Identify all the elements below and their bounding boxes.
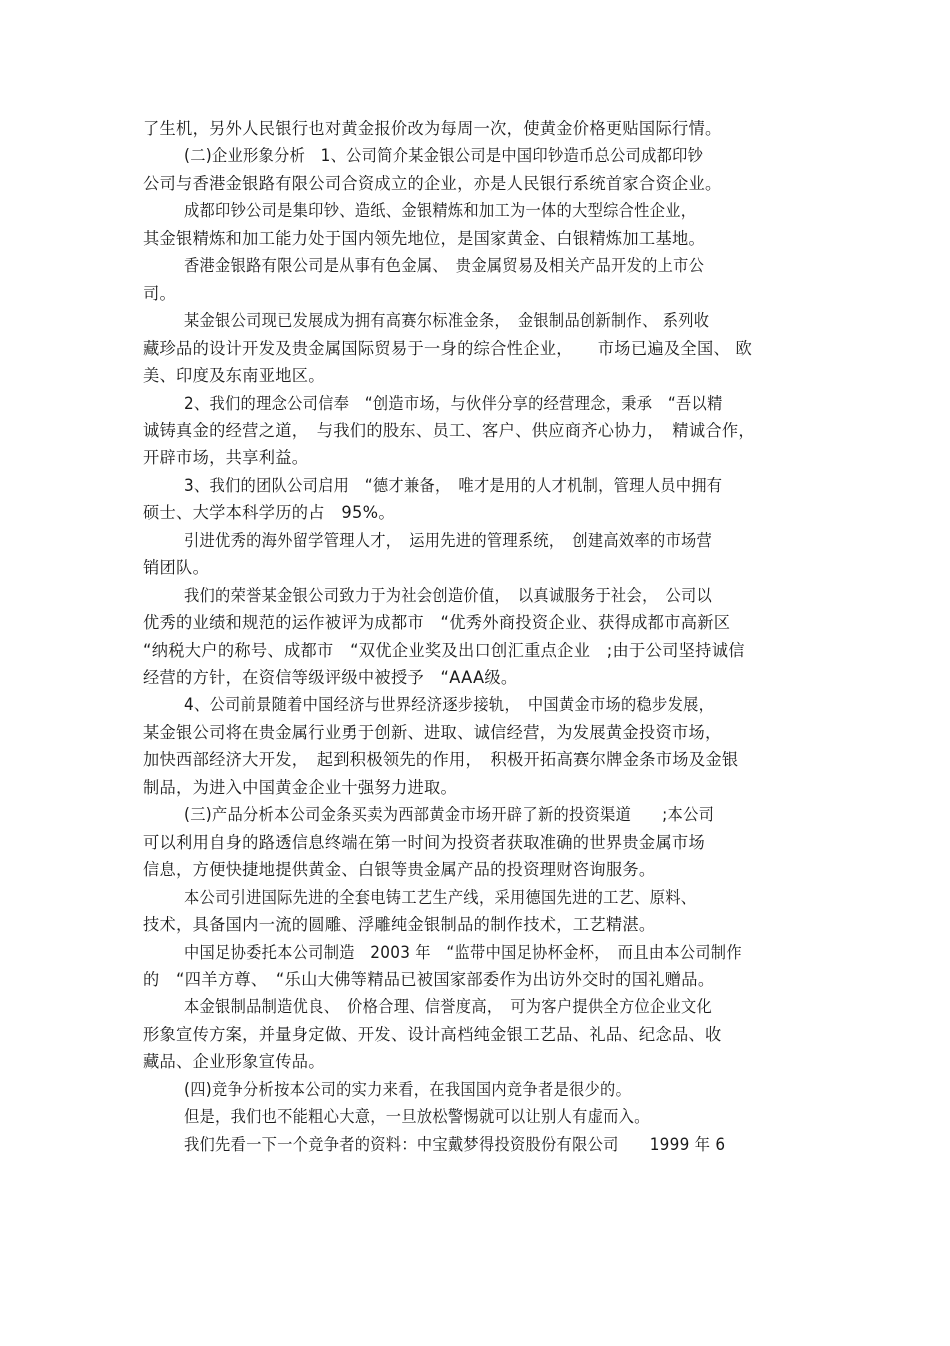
text-line: 4、公司前景随着中国经济与世界经济逐步接轨， 中国黄金市场的稳步发展， — [184, 695, 715, 715]
text-line: (二)企业形象分析 1、公司简介某金银公司是中国印钞造币总公司成都印钞 — [184, 146, 704, 166]
text-line: 加快西部经济大开发， 起到积极领先的作用， 积极开拓高赛尔牌金条市场及金银 — [143, 750, 739, 770]
text-line: 3、我们的团队公司启用 “德才兼备， 唯才是用的人才机制，管理人员中拥有 — [184, 475, 723, 495]
text-line: 香港金银路有限公司是从事有色金属、 贵金属贸易及相关产品开发的上市公 — [184, 256, 705, 276]
text-line: 销团队。 — [143, 558, 210, 578]
text-line: 引进优秀的海外留学管理人才， 运用先进的管理系统， 创建高效率的市场营 — [184, 530, 713, 550]
text-line: 某金银公司现已发展成为拥有高赛尔标准金条， 金银制品创新制作、 系列收 — [184, 311, 710, 331]
text-line: 信息，方便快捷地提供黄金、白银等贵金属产品的投资理财咨询服务。 — [143, 860, 656, 880]
text-line: 其金银精炼和加工能力处于国内领先地位，是国家黄金、白银精炼加工基地。 — [143, 228, 706, 248]
text-line: 2、我们的理念公司信奉 “创造市场，与伙伴分享的经营理念，秉承 “吾以精 — [184, 393, 723, 413]
text-line: 制品，为进入中国黄金企业十强努力进取。 — [143, 777, 458, 797]
text-line: 可以利用自身的路透信息终端在第一时间为投资者获取准确的世界贵金属市场 — [143, 832, 706, 852]
text-line: 某金银公司将在贵金属行业勇于创新、进取、诚信经营，为发展黄金投资市场， — [143, 722, 722, 742]
text-line: 的 “四羊方尊、 “乐山大佛等精品已被国家部委作为出访外交时的国礼赠品。 — [143, 969, 715, 989]
text-line: (四)竞争分析按本公司的实力来看，在我国国内竞争者是很少的。 — [184, 1079, 632, 1099]
text-line: 硕士、大学本科学历的占 95%。 — [143, 503, 395, 523]
text-line: 中国足协委托本公司制造 2003 年 “监带中国足协杯金杯， 而且由本公司制作 — [184, 942, 742, 962]
text-line: (三)产品分析本公司金条买卖为西部黄金市场开辟了新的投资渠道 ;本公司 — [184, 805, 715, 825]
text-line: 美、印度及东南亚地区。 — [143, 366, 325, 386]
text-line: 本公司引进国际先进的全套电铸工艺生产线，采用德国先进的工艺、原料、 — [184, 887, 697, 907]
text-line: 了生机，另外人民银行也对黄金报价改为每周一次，使黄金价格更贴国际行情。 — [143, 119, 722, 138]
text-line: 藏珍品的设计开发及贵金属国际贸易于一身的综合性企业， 市场已遍及全国、 欧 — [143, 338, 753, 358]
text-line: 技术，具备国内一流的圆雕、浮雕纯金银制品的制作技术，工艺精湛。 — [143, 915, 656, 935]
text-line: 公司与香港金银路有限公司合资成立的企业，亦是人民银行系统首家合资企业。 — [143, 173, 722, 193]
text-line: 司。 — [143, 283, 177, 303]
text-line: 藏品、企业形象宣传品。 — [143, 1052, 325, 1072]
text-line: 开辟市场，共享利益。 — [143, 448, 309, 468]
text-line: 我们的荣誉某金银公司致力于为社会创造价值， 以真诚服务于社会， 公司以 — [184, 585, 713, 605]
text-line: 但是，我们也不能粗心大意，一旦放松警惕就可以让别人有虚而入。 — [184, 1107, 650, 1127]
text-line: 成都印钞公司是集印钞、造纸、金银精炼和加工为一体的大型综合性企业， — [184, 201, 697, 221]
text-line: 诚铸真金的经营之道， 与我们的股东、员工、客户、供应商齐心协力， 精诚合作， — [143, 420, 755, 440]
text-line: 经营的方针，在资信等级评级中被授予 “AAA级。 — [143, 668, 518, 687]
text-line: “纳税大户的称号、成都市 “双优企业奖及出口创汇重点企业 ;由于公司坚持诚信 — [143, 640, 745, 660]
text-line: 本金银制品制造优良、 价格合理、信誉度高， 可为客户提供全方位企业文化 — [184, 997, 713, 1017]
text-line: 优秀的业绩和规范的运作被评为成都市 “优秀外商投资企业、获得成都市高新区 — [143, 613, 731, 633]
text-line: 我们先看一下一个竞争者的资料：中宝戴梦得投资股份有限公司 1999 年 6 — [184, 1134, 726, 1154]
text-line: 形象宣传方案，并量身定做、开发、设计高档纯金银工艺品、礼品、纪念品、收 — [143, 1024, 722, 1044]
